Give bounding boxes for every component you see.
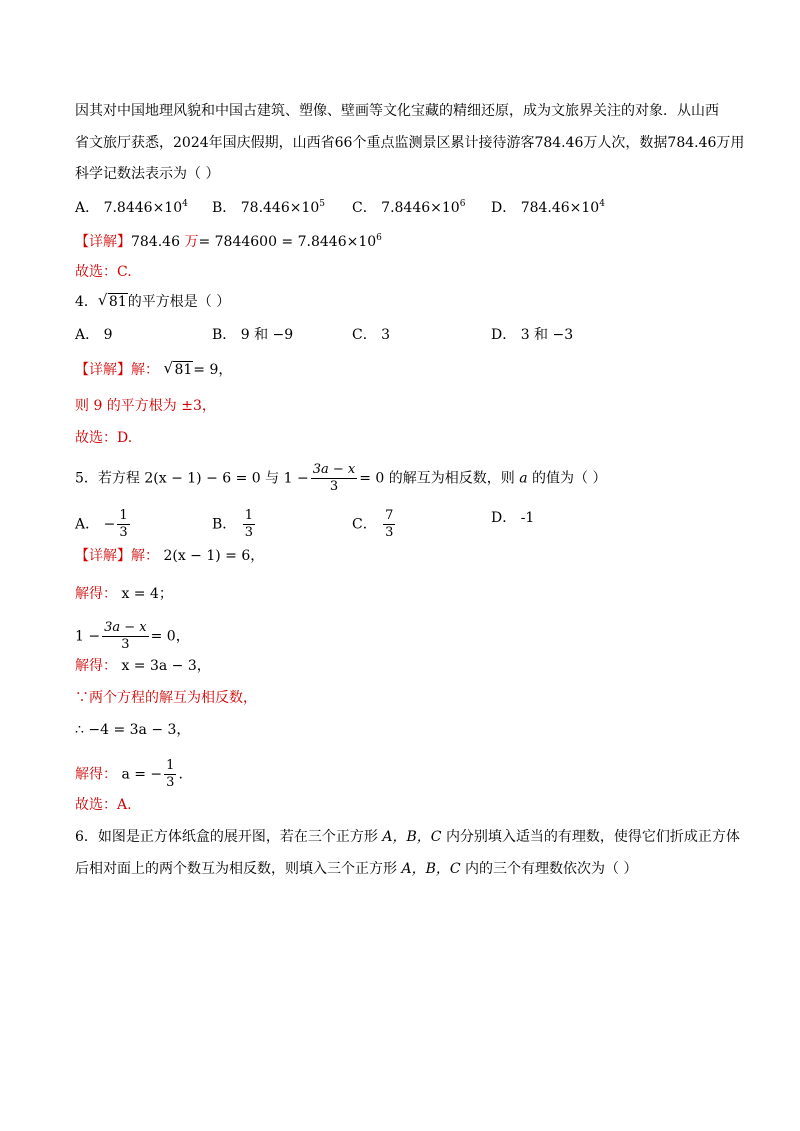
detail-tag: 【详解】	[75, 234, 131, 250]
q3-option-d: D． $784.46\times 10^4$	[491, 199, 605, 216]
q4-stem: 4． √ 81的平方根是（ ）	[75, 291, 231, 310]
q4-option-a: A． 9	[75, 327, 113, 343]
q5-solve-3: 解得： a = − $\frac{1}{3}$ .	[75, 758, 183, 790]
q5-eq-2: 1 − $\frac{3a - x}{3}$ = 0，	[75, 620, 190, 652]
detail-tag: 【详解】	[75, 362, 131, 378]
q5-option-d: D． -1	[491, 510, 535, 526]
q5-solve-1: 解得： x = 4；	[75, 586, 173, 602]
q5-answer: 故选：A.	[75, 797, 132, 813]
q5-option-b: B． $\frac{1}{3}$	[212, 508, 254, 540]
q3-detail: 【详解】784.46 万= $7844600 = 7.8446\times 10^6$	[75, 233, 382, 250]
q6-stem-line-2: 后相对面上的两个数互为相反数，则填入三个正方形 A，B，C 内的三个有理数依次为（ ）	[75, 861, 638, 877]
q5-option-a: A． − $\frac{1}{3}$	[75, 508, 128, 540]
q5-option-c: C． $\frac{7}{3}$	[352, 508, 394, 540]
q5-therefore: ∴ −4 = 3a − 3，	[75, 722, 191, 738]
q3-stem-line-2: 省文旅厅获悉，2024年国庆假期，山西省66个重点监测景区累计接待游客784.46万人次，数据784.46万用	[75, 135, 745, 151]
q6-stem-line-1: 6．如图是正方体纸盒的展开图，若在三个正方形 A，B，C 内分别填入适当的有理数，使得它们折成正方体	[75, 829, 740, 845]
q5-because: ∵两个方程的解互为相反数，	[75, 690, 257, 706]
q5-solve-2: 解得： x = 3a − 3，	[75, 658, 211, 674]
q4-answer: 故选：D.	[75, 430, 133, 446]
q3-stem-line-1: 因其对中国地理风貌和中国古建筑、塑像、壁画等文化宝藏的精细还原，成为文旅界关注的对象．从山西	[75, 103, 719, 119]
q3-answer: 故选：C.	[75, 264, 132, 280]
q4-detail: 【详解】解： √ 81= 9，	[75, 359, 233, 378]
q5-stem: 5．若方程 2(x − 1) − 6 = 0 与 1 − $\frac{3a - x}{3}$ = 0 的解互为相反数，则 a 的值为（ ）	[75, 462, 607, 494]
q3-option-a: A． $7.8446\times 10^4$	[75, 199, 188, 216]
q3-option-b: B． $78.446\times 10^5$	[212, 199, 326, 216]
q4-option-c: C． 3	[352, 327, 391, 343]
q3-option-c: C． $7.8446\times 10^6$	[352, 199, 466, 216]
q4-detail-line-2: 则 9 的平方根为 ±3，	[75, 398, 216, 414]
q4-option-b: B． 9 和 −9	[212, 327, 294, 343]
q3-stem-line-3: 科学记数法表示为（ ）	[75, 166, 220, 182]
q5-detail: 【详解】解： 2(x − 1) = 6，	[75, 548, 265, 564]
detail-tag: 【详解】	[75, 548, 131, 564]
q4-option-d: D． 3 和 −3	[491, 327, 574, 343]
